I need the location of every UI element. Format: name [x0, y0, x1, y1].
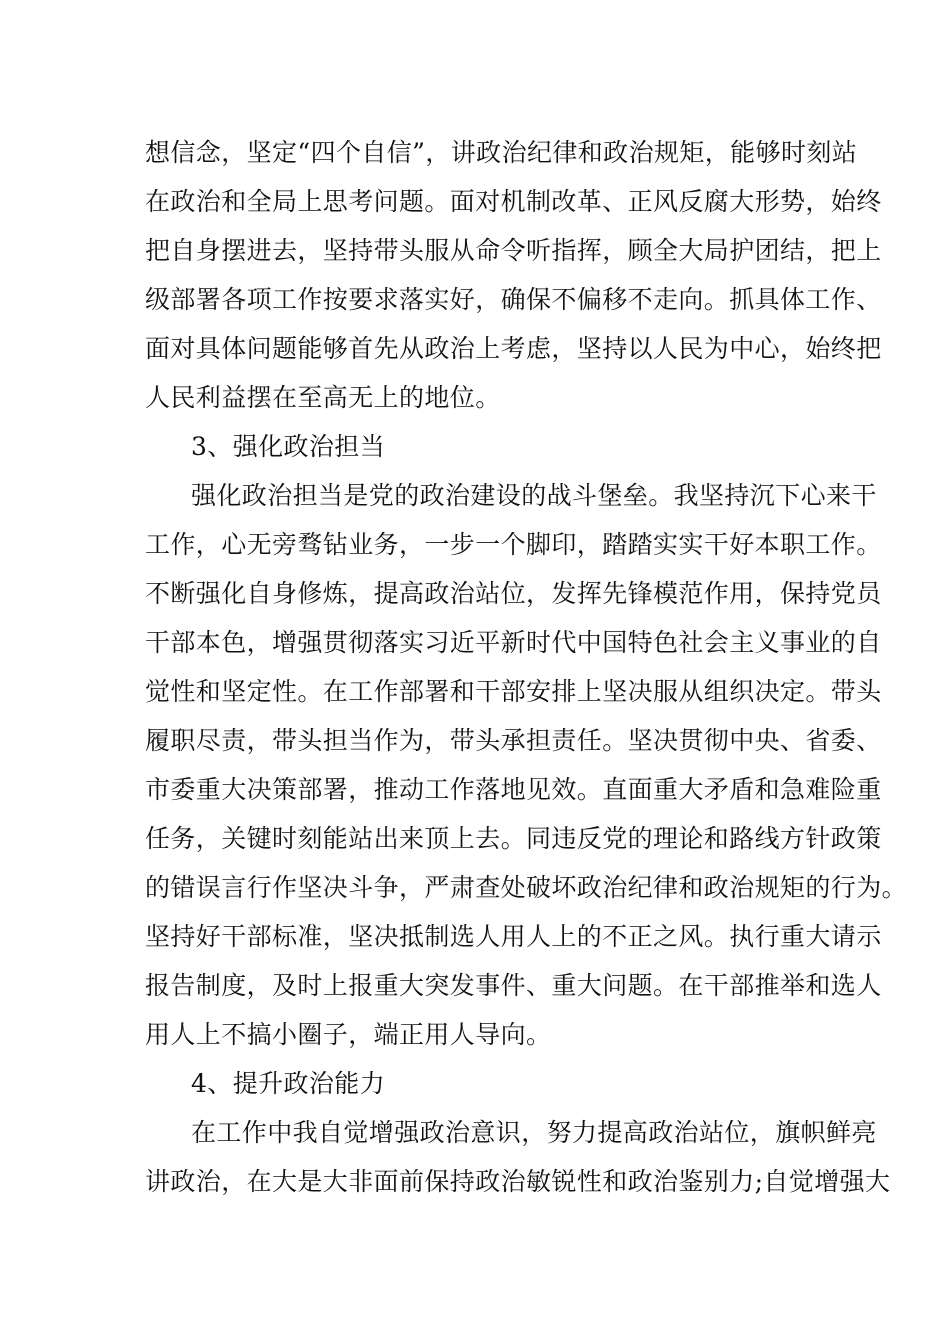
text-line: 人民利益摆在至高无上的地位。 — [145, 383, 501, 412]
text-line: 在政治和全局上思考问题。面对机制改革、正风反腐大形势，始终 — [145, 187, 882, 216]
text-line: 任务，关键时刻能站出来顶上去。同违反党的理论和路线方针政策 — [145, 824, 882, 853]
text-line: 3、强化政治担当 — [191, 432, 386, 461]
text-line: 市委重大决策部署，推动工作落地见效。直面重大矛盾和急难险重 — [145, 775, 882, 804]
text-line: 用人上不搞小圈子，端正用人导向。 — [145, 1020, 552, 1049]
text-line: 级部署各项工作按要求落实好，确保不偏移不走向。抓具体工作、 — [145, 285, 882, 314]
text-line: 讲政治，在大是大非面前保持政治敏锐性和政治鉴别力;自觉增强大 — [145, 1167, 891, 1196]
text-line: 工作，心无旁骛钻业务，一步一个脚印，踏踏实实干好本职工作。 — [145, 530, 882, 559]
text-line: 坚持好干部标准，坚决抵制选人用人上的不正之风。执行重大请示 — [145, 922, 882, 951]
text-line: 履职尽责，带头担当作为，带头承担责任。坚决贯彻中央、省委、 — [145, 726, 882, 755]
text-line: 面对具体问题能够首先从政治上考虑，坚持以人民为中心，始终把 — [145, 334, 882, 363]
document-body — [145, 128, 908, 1206]
text-line: 觉性和坚定性。在工作部署和干部安排上坚决服从组织决定。带头 — [145, 677, 882, 706]
text-line: 干部本色，增强贯彻落实习近平新时代中国特色社会主义事业的自 — [145, 628, 882, 657]
text-line: 在工作中我自觉增强政治意识，努力提高政治站位，旗帜鲜亮 — [191, 1118, 877, 1147]
text-line: 4、提升政治能力 — [191, 1069, 386, 1098]
text-line: 不断强化自身修炼，提高政治站位，发挥先锋模范作用，保持党员 — [145, 579, 882, 608]
text-line: 把自身摆进去，坚持带头服从命令听指挥，顾全大局护团结，把上 — [145, 236, 882, 265]
text-line: 的错误言行作坚决斗争，严肃查处破坏政治纪律和政治规矩的行为。 — [145, 873, 908, 902]
text-line: 报告制度，及时上报重大突发事件、重大问题。在干部推举和选人 — [145, 971, 882, 1000]
text-line: 想信念，坚定“四个自信”，讲政治纪律和政治规矩，能够时刻站 — [145, 138, 858, 167]
text-line: 强化政治担当是党的政治建设的战斗堡垒。我坚持沉下心来干 — [191, 481, 877, 510]
